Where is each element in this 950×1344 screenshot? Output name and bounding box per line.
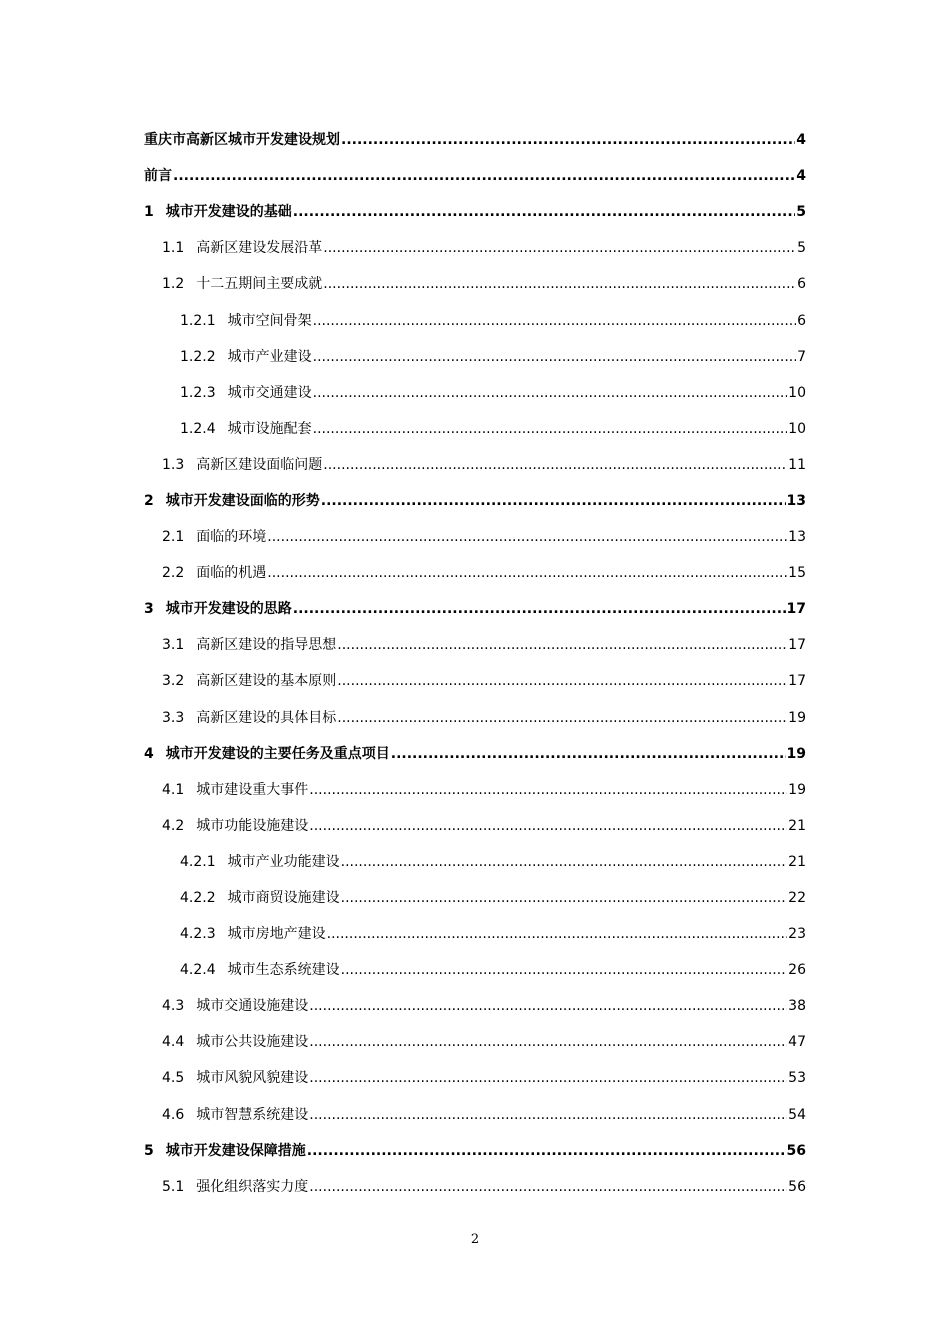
toc-entry[interactable] [144, 519, 806, 555]
toc-entry-number: 3.3 [162, 709, 185, 726]
toc-entry-title: 城市设施配套 [227, 420, 312, 437]
toc-entry[interactable] [144, 194, 806, 230]
toc-leader [309, 817, 787, 835]
toc-entry-page: 5 [796, 204, 806, 221]
toc-entry-page: 56 [786, 1142, 806, 1159]
toc-entry-number: 3 [144, 601, 154, 618]
toc-entry[interactable] [144, 302, 806, 338]
toc-entry-title: 城市开发建设的主要任务及重点项目 [165, 745, 390, 762]
page-number: 2 [470, 1232, 480, 1247]
toc-entry-number: 1.2.3 [180, 384, 216, 401]
toc-leader [323, 239, 796, 257]
toc-leader [313, 420, 788, 438]
toc-leader [341, 853, 788, 871]
toc-entry-title: 城市生态系统建设 [227, 962, 340, 979]
toc-entry-page: 13 [788, 529, 806, 546]
toc-entry-page: 23 [788, 926, 806, 943]
toc-entry-title: 面临的环境 [196, 529, 267, 546]
toc-leader [337, 636, 787, 654]
toc-leader [267, 564, 787, 582]
toc-entry[interactable] [144, 230, 806, 266]
toc-leader [341, 131, 795, 149]
toc-entry[interactable] [144, 808, 806, 844]
toc-entry-page: 22 [788, 890, 806, 907]
toc-entry[interactable] [144, 700, 806, 736]
toc-entry-title: 城市开发建设的思路 [165, 601, 292, 618]
toc-entry-page: 15 [788, 565, 806, 582]
toc-entry-number: 4.6 [162, 1106, 185, 1123]
toc-entry-number: 3.1 [162, 637, 185, 654]
toc-entry-number: 2 [144, 492, 154, 509]
toc-entry[interactable] [144, 880, 806, 916]
toc-entry[interactable] [144, 1169, 806, 1205]
toc-entry-number: 3.2 [162, 673, 185, 690]
toc-entry-page: 47 [788, 1034, 806, 1051]
toc-entry-page: 4 [796, 132, 806, 149]
toc-entry-number: 1.2.4 [180, 420, 216, 437]
toc-entry-number: 4.3 [162, 998, 185, 1015]
toc-entry-number: 4.2.1 [180, 853, 216, 870]
toc-entry-title: 重庆市高新区城市开发建设规划 [144, 132, 340, 149]
toc-entry[interactable] [144, 447, 806, 483]
toc-entry-title: 城市开发建设保障措施 [165, 1142, 306, 1159]
toc-entry-number: 1.1 [162, 240, 185, 257]
toc-entry-title: 城市开发建设的基础 [165, 204, 292, 221]
toc-entry-number: 4.4 [162, 1034, 185, 1051]
toc-entry-page: 17 [786, 601, 806, 618]
toc-entry[interactable] [144, 1060, 806, 1096]
toc-leader [323, 456, 787, 474]
toc-entry-title: 面临的机遇 [196, 565, 267, 582]
toc-entry-number: 4.2.3 [180, 926, 216, 943]
toc-entry-title: 高新区建设发展沿革 [196, 240, 323, 257]
toc-leader [293, 203, 796, 221]
toc-entry-number: 2.1 [162, 529, 185, 546]
toc-entry-page: 10 [788, 384, 806, 401]
toc-entry-number: 4.2.2 [180, 890, 216, 907]
toc-entry-title: 前言 [144, 168, 172, 185]
toc-entry-number: 4.1 [162, 781, 185, 798]
toc-leader [327, 925, 788, 943]
toc-entry-page: 19 [788, 709, 806, 726]
toc-entry[interactable] [144, 1024, 806, 1060]
toc-entry-number: 4.2.4 [180, 962, 216, 979]
toc-entry-title: 城市房地产建设 [227, 926, 326, 943]
toc-entry-title: 城市风貌风貌建设 [196, 1070, 309, 1087]
toc-entry-number: 5.1 [162, 1178, 185, 1195]
toc-entry-number: 4.2 [162, 817, 185, 834]
toc-entry-page: 7 [797, 348, 806, 365]
toc-leader [313, 348, 796, 366]
toc-entry[interactable] [144, 1133, 806, 1169]
toc-leader [267, 528, 787, 546]
toc-leader [321, 492, 786, 510]
toc-entry-title: 高新区建设的指导思想 [196, 637, 337, 654]
toc-entry[interactable] [144, 266, 806, 302]
toc-entry[interactable] [144, 736, 806, 772]
toc-entry[interactable] [144, 411, 806, 447]
toc-entry[interactable] [144, 1097, 806, 1133]
toc-entry-number: 5 [144, 1142, 154, 1159]
toc-entry-title: 城市功能设施建设 [196, 817, 309, 834]
toc-entry-page: 4 [796, 168, 806, 185]
toc-entry-number: 4.5 [162, 1070, 185, 1087]
toc-entry[interactable] [144, 555, 806, 591]
toc-entry-page: 17 [788, 673, 806, 690]
toc-leader [309, 1106, 787, 1124]
toc-entry-title: 城市智慧系统建设 [196, 1106, 309, 1123]
toc-entry-title: 城市交通建设 [227, 384, 312, 401]
toc-entry-page: 13 [786, 492, 806, 509]
toc-entry-title: 城市开发建设面临的形势 [165, 492, 320, 509]
toc-entry-number: 1.2.2 [180, 348, 216, 365]
toc-entry-page: 5 [797, 240, 806, 257]
toc-entry-title: 十二五期间主要成就 [196, 276, 323, 293]
toc-entry-number: 4 [144, 745, 154, 762]
toc-entry-title: 城市公共设施建设 [196, 1034, 309, 1051]
toc-entry[interactable] [144, 988, 806, 1024]
toc-leader [293, 600, 786, 618]
toc-entry-title: 强化组织落实力度 [196, 1178, 309, 1195]
toc-leader [337, 709, 787, 727]
toc-entry-page: 17 [788, 637, 806, 654]
table-of-contents [144, 122, 806, 1205]
toc-entry-page: 19 [786, 745, 806, 762]
toc-entry[interactable] [144, 483, 806, 519]
toc-entry-title: 城市空间骨架 [227, 312, 312, 329]
toc-leader [173, 167, 795, 185]
toc-entry-page: 21 [788, 853, 806, 870]
toc-entry-title: 高新区建设的具体目标 [196, 709, 337, 726]
toc-entry-number: 1.2 [162, 276, 185, 293]
toc-leader [309, 781, 787, 799]
toc-entry[interactable] [144, 158, 806, 194]
toc-entry-title: 城市产业建设 [227, 348, 312, 365]
toc-leader [323, 275, 796, 293]
toc-entry[interactable] [144, 591, 806, 627]
toc-leader [309, 1178, 787, 1196]
toc-leader [307, 1142, 786, 1160]
toc-entry[interactable] [144, 339, 806, 375]
toc-entry-page: 56 [788, 1178, 806, 1195]
toc-entry-page: 6 [797, 276, 806, 293]
toc-entry-number: 1.3 [162, 456, 185, 473]
toc-leader [313, 384, 788, 402]
toc-entry-title: 城市产业功能建设 [227, 853, 340, 870]
toc-entry-title: 城市建设重大事件 [196, 781, 309, 798]
toc-entry-number: 1.2.1 [180, 312, 216, 329]
toc-entry-page: 26 [788, 962, 806, 979]
toc-entry-title: 高新区建设面临问题 [196, 456, 323, 473]
toc-entry-page: 10 [788, 420, 806, 437]
toc-leader [309, 1069, 787, 1087]
toc-leader [313, 312, 796, 330]
toc-leader [341, 889, 788, 907]
toc-leader [309, 997, 787, 1015]
toc-entry[interactable] [144, 952, 806, 988]
toc-entry-page: 11 [788, 456, 806, 473]
toc-entry-page: 53 [788, 1070, 806, 1087]
toc-leader [391, 745, 786, 763]
toc-leader [309, 1033, 787, 1051]
toc-entry-page: 21 [788, 817, 806, 834]
toc-entry[interactable] [144, 772, 806, 808]
toc-entry[interactable] [144, 916, 806, 952]
toc-entry[interactable] [144, 627, 806, 663]
toc-entry[interactable] [144, 122, 806, 158]
toc-entry-title: 城市商贸设施建设 [227, 890, 340, 907]
toc-entry[interactable] [144, 375, 806, 411]
toc-entry-number: 1 [144, 204, 154, 221]
toc-entry-number: 2.2 [162, 565, 185, 582]
toc-entry[interactable] [144, 663, 806, 699]
toc-entry-title: 高新区建设的基本原则 [196, 673, 337, 690]
toc-entry[interactable] [144, 844, 806, 880]
toc-leader [341, 961, 788, 979]
toc-entry-page: 54 [788, 1106, 806, 1123]
toc-entry-title: 城市交通设施建设 [196, 998, 309, 1015]
toc-entry-page: 38 [788, 998, 806, 1015]
toc-entry-page: 19 [788, 781, 806, 798]
toc-leader [337, 672, 787, 690]
toc-entry-page: 6 [797, 312, 806, 329]
